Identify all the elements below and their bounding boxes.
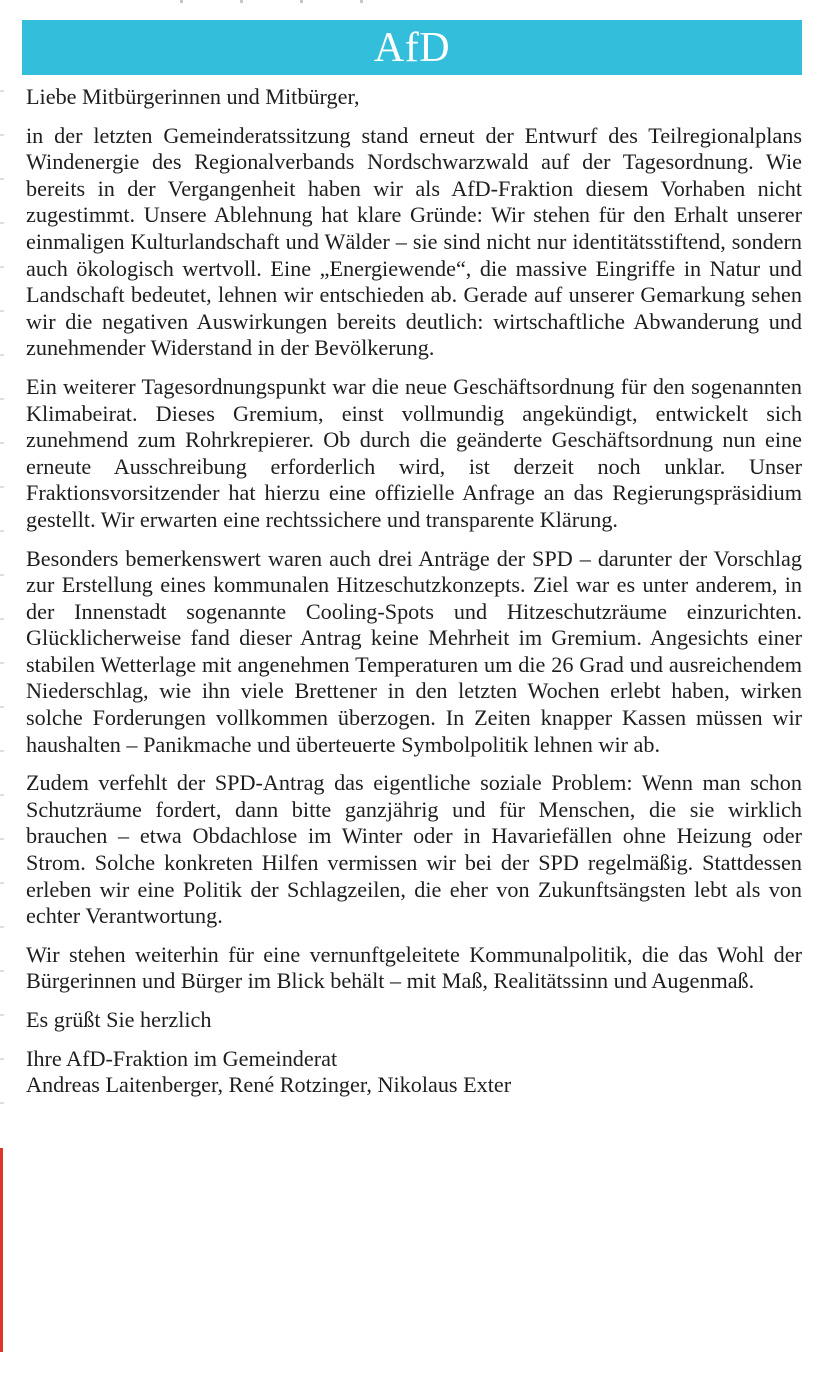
party-header-bar [22,20,802,75]
paragraph-windenergie: in der letzten Gemeinderatssitzung stand erneut der Entwurf des Teilregionalplans Windenergie des Regionalverbands Nordschwarzwald auf der Tagesordnung. Wie bereits in der Vergangenheit haben wir als AfD-Fraktion diesem Vorhaben nicht zugestimmt. Unsere Ablehnung hat klare Gründe: Wir stehen für den Erhalt unserer einmaligen Kulturlandschaft und Wälder – sie sind nicht nur identitätsstiftend, sondern auch ökologisch wertvoll. Eine „Energiewende“, die massive Eingriffe in Natur und Landschaft bedeutet, lehnen wir entschieden ab. Gerade auf unserer Gemarkung sehen wir die negativen Auswirkungen bereits deutlich: wirtschaftliche Abwanderung und zunehmender Widerstand in der Bevölkerung. [26,122,802,361]
signature [26,1046,802,1099]
signature-group: Ihre AfD-Fraktion im Gemeinderat [26,1045,338,1071]
paragraph-klimabeirat: Ein weiterer Tagesordnungspunkt war die neue Geschäftsordnung für den sogenannten Klimabeirat. Dieses Gremium, einst vollmundig angekündigt, entwickelt sich zunehmend zum Rohrkrepierer. Ob durch die geänderte Geschäftsordnung nun eine erneute Ausschreibung erforderlich wird, ist derzeit noch unklar. Unser Fraktionsvorsitzender hat hierzu eine offizielle Anfrage an das Regierungspräsidium gestellt. Wir erwarten eine rechtssichere und transparente Klärung. [26,373,802,532]
left-margin-marks [0,90,4,1130]
left-margin-rule [0,1148,3,1352]
party-title: AfD [373,24,451,71]
paragraph-soziales-problem: Zudem verfehlt der SPD-Antrag das eigentliche soziale Problem: Wenn man schon Schutzräume fordert, dann bitte ganzjährig und für Menschen, die sie wirklich brauchen – etwa Obdachlose im Winter oder in Havariefällen ohne Heizung oder Strom. Solche konkreten Hilfen vermissen wir bei der SPD regelmäßig. Stattdessen erleben wir eine Politik der Schlagzeilen, die eher von Zukunftsängsten lebt als von echter Verantwortung. [26,770,802,929]
salutation: Liebe Mitbürgerinnen und Mitbürger, [26,84,360,109]
letter-body [26,84,802,1099]
paragraph-kommunalpolitik: Wir stehen weiterhin für eine vernunftgeleitete Kommunalpolitik, die das Wohl der Bürgerinnen und Bürger im Blick behält – mit Maß, Realitätssinn und Augenmaß. [26,941,802,994]
closing-greeting: Es grüßt Sie herzlich [26,1007,212,1032]
signature-names: Andreas Laitenberger, René Rotzinger, Nikolaus Exter [26,1072,512,1098]
paragraph-hitzeschutz: Besonders bemerkenswert waren auch drei Anträge der SPD – darunter der Vorschlag zur Erstellung eines kommunalen Hitzeschutzkonzepts. Ziel war es unter anderem, in der Innenstadt sogenannte Cooling-Spots und Hitzeschutzräume einzurichten. Glücklicherweise fand dieser Antrag keine Mehrheit im Gremium. Angesichts einer stabilen Wetterlage mit angenehmen Temperaturen um die 26 Grad und ausreichendem Niederschlag, wie ihn viele Brettener in den letzten Wochen erlebt haben, wirken solche Forderungen vollkommen überzogen. In Zeiten knapper Kassen müssen wir haushalten – Panikmache und überteuerte Symbolpolitik lehnen wir ab. [26,545,802,757]
top-edge-marks [180,0,400,3]
